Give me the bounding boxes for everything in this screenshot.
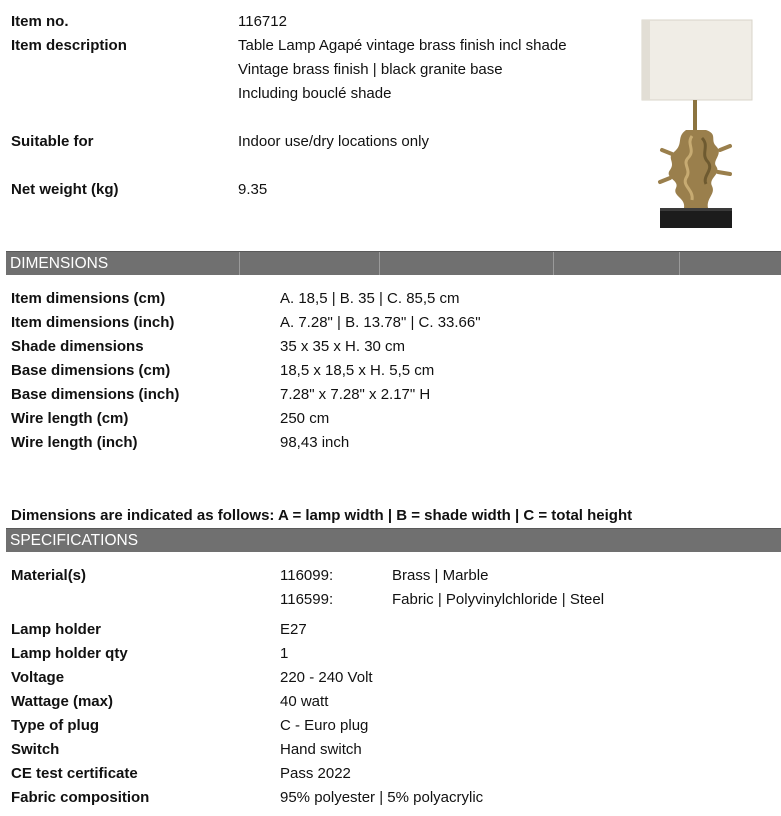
dimension-label: Wire length (inch) [11,434,138,451]
spec-value: Pass 2022 [280,765,351,782]
item-no-value: 116712 [238,13,287,30]
dimensions-section-header [6,251,781,275]
item-description-line: Including bouclé shade [238,85,392,102]
dimension-value: 18,5 x 18,5 x H. 5,5 cm [280,362,435,379]
spec-label: Switch [11,741,60,758]
dimension-label: Item dimensions (inch) [11,314,175,331]
suitable-for-value: Indoor use/dry locations only [238,133,429,150]
spec-value: E27 [280,621,307,638]
dimension-value: 7.28" x 7.28" x 2.17" H [280,386,431,403]
dimension-label: Base dimensions (inch) [11,386,180,403]
spec-label: Type of plug [11,717,100,734]
dimension-value: 98,43 inch [280,434,350,451]
material-code: 116099: [280,567,334,584]
suitable-for-label: Suitable for [11,133,94,150]
spec-label: Fabric composition [11,789,150,806]
section-title: DIMENSIONS [10,255,109,272]
section-title: SPECIFICATIONS [10,532,139,549]
specifications-section-header [6,528,781,552]
dimension-value: A. 18,5 | B. 35 | C. 85,5 cm [280,290,460,307]
spec-value: 95% polyester | 5% polyacrylic [280,789,484,806]
material-value: Fabric | Polyvinylchloride | Steel [392,591,605,608]
divider [679,252,680,275]
dimension-label: Shade dimensions [11,338,144,355]
dimension-label: Base dimensions (cm) [11,362,171,379]
product-image [636,12,756,238]
spec-value: 40 watt [280,693,329,710]
dimensions-note: Dimensions are indicated as follows: A = lamp width | B = shade width | C = total height [11,507,633,524]
spec-value: 1 [280,645,289,662]
dimension-label: Wire length (cm) [11,410,129,427]
divider [379,252,380,275]
material-value: Brass | Marble [392,567,489,584]
spec-label: Voltage [11,669,65,686]
spec-value: 220 - 240 Volt [280,669,373,686]
spec-value: Hand switch [280,741,362,758]
dimension-value: A. 7.28" | B. 13.78" | C. 33.66" [280,314,481,331]
spec-label: CE test certificate [11,765,138,782]
item-no-label: Item no. [11,13,69,30]
item-description-line: Table Lamp Agapé vintage brass finish incl shade [238,37,567,54]
material-label: Material(s) [11,567,87,584]
spec-value: C - Euro plug [280,717,369,734]
spec-label: Wattage (max) [11,693,113,710]
item-description-line: Vintage brass finish | black granite base [238,61,503,78]
divider [553,252,554,275]
material-code: 116599: [280,591,334,608]
net-weight-label: Net weight (kg) [11,181,119,198]
item-description-label: Item description [11,37,127,54]
dimension-value: 250 cm [280,410,330,427]
divider [239,252,240,275]
spec-label: Lamp holder qty [11,645,128,662]
spec-label: Lamp holder [11,621,102,638]
dimension-value: 35 x 35 x H. 30 cm [280,338,406,355]
table-lamp-icon [636,12,756,238]
net-weight-value: 9.35 [238,181,268,198]
dimension-label: Item dimensions (cm) [11,290,166,307]
